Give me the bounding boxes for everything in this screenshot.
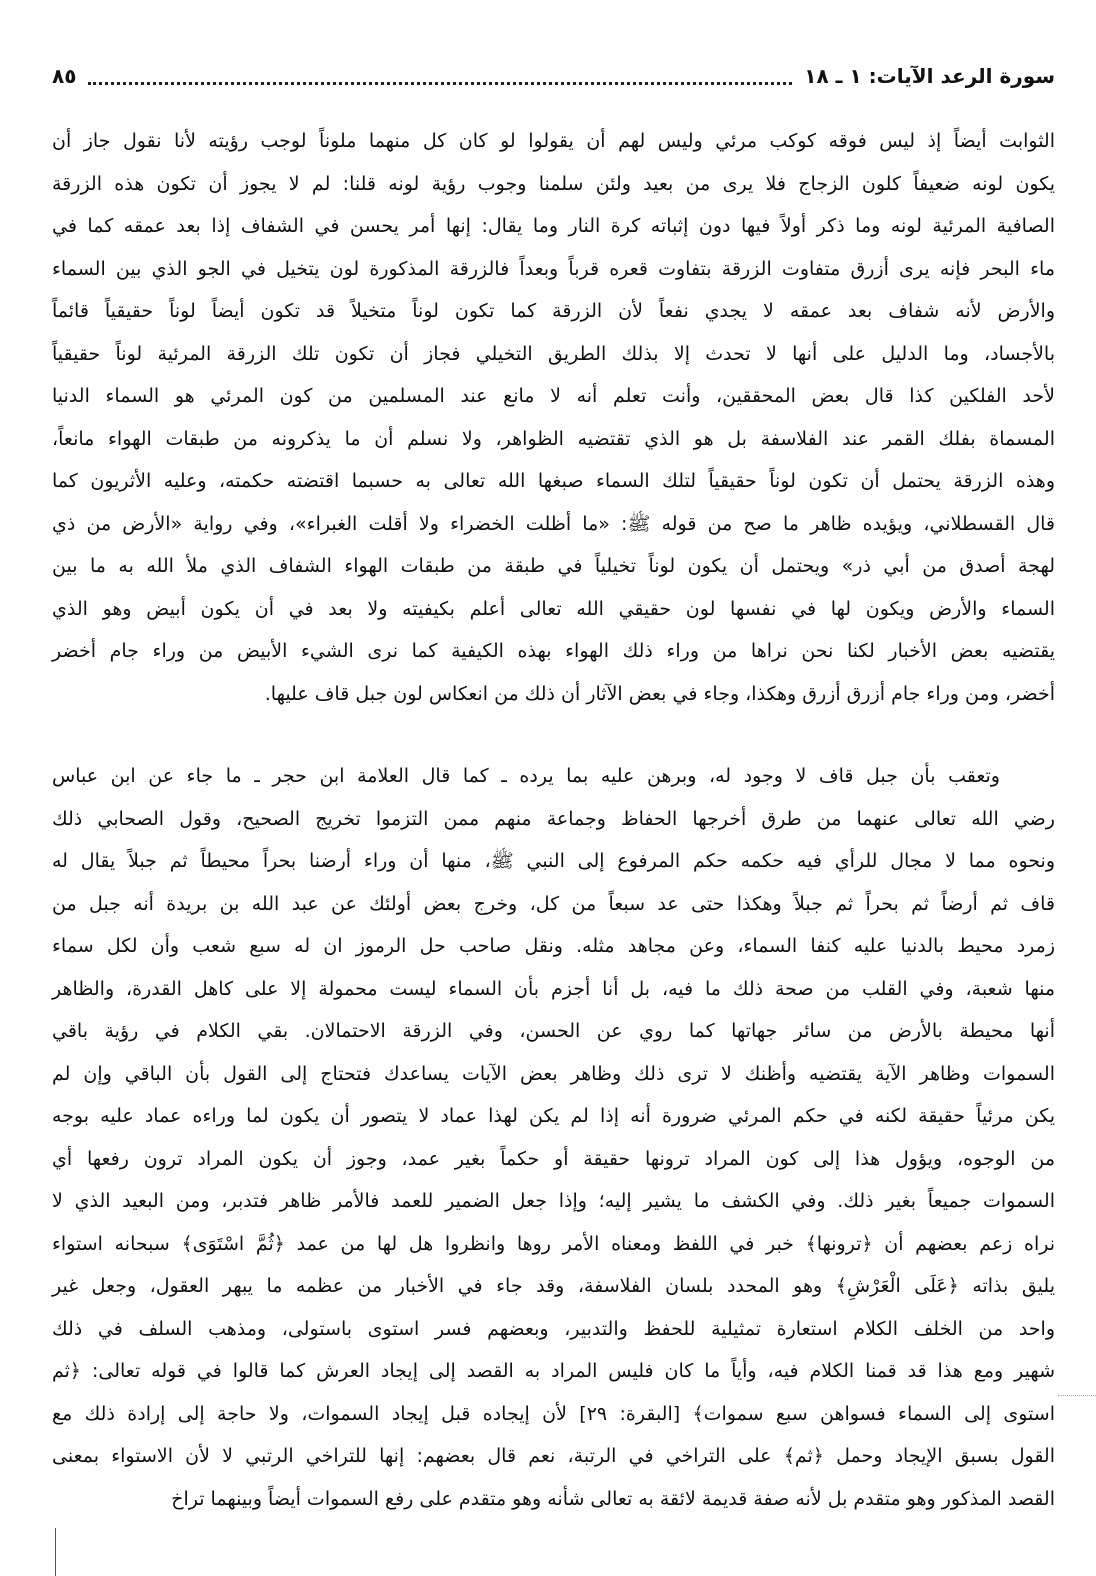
text-line: لهجة أصدق من أبي ذر» ويحتمل أن يكون لوناً تخيلياً في طبقة من طبقات الهواء الشفاف الذي ملأ الله به ما بين [52, 555, 1055, 577]
text-line: لأحد الفلكين كذا قال بعض المحققين، وأنت تعلم أنه لا مانع عند المسلمين من كون المرئي هو السماء الدنيا [52, 385, 1055, 407]
text-line: يكن مرئياً حقيقة لكنه في حكم المرئي ضرورة أنه إذا لم يكن لهذا عماد لا يتصور أن يكون لما وراءه عماد عليه بوجه [52, 1105, 1055, 1127]
paragraph-1 [52, 120, 1055, 715]
scan-artifact [1058, 1395, 1096, 1396]
text-line: الصافية المرئية لونه وما ذكر أولاً فيها دون إثباته كرة النار وما يقال: إنها أمر يحسن في الشفاف إذا بعد عمقه كما في [52, 215, 1055, 237]
text-line: قاف ثم أرضاً ثم بحراً ثم جبلاً وهكذا حتى عد سبعاً من كل، وخرج بعض أولئك عن عبد الله بن بريدة أنه جبل من [52, 892, 1055, 915]
dotted-leader [88, 68, 792, 85]
text-line: شهير ومع هذا قد قمنا الكلام فيه، وأياً ما كان فليس المراد به القصد إلى إيجاد العرش كما قالوا في قوله تعالى: ﴿ثم [52, 1360, 1055, 1382]
paragraph-2 [52, 755, 1055, 1520]
margin-mark [55, 1528, 56, 1576]
text-line: أنها محيطة بالأرض من سائر جهاتها كما روي عن الحسن، وفي الزرقة الاحتمالان. بقي الكلام في رؤية باقي [52, 1020, 1055, 1042]
text-line: ماء البحر فإنه يرى أزرق متفاوت الزرقة بتفاوت قعره قرباً وبعداً فالزرقة المذكورة لون يتخيل في الجو الذي بين السماء [52, 257, 1055, 280]
text-line: يكون لونه ضعيفاً كلون الزجاج فلا يرى من بعيد ولئن سلمنا وجوب رؤية لونه قلنا: لم لا يجوز أن تكون هذه الزرقة [52, 172, 1055, 195]
text-line: أخضر، ومن وراء جام أزرق أزرق وهكذا، وجاء في بعض الآثار أن ذلك من انعكاس لون جبل قاف عليها. [264, 682, 1055, 705]
text-line: بالأجساد، وما الدليل على أنها لا تحدث إلا بذلك الطريق التخيلي فجاز أن تكون تلك الزرقة المرئية لوناً حقيقياً [52, 342, 1055, 365]
text-line: القول بسبق الإيجاد وحمل ﴿ثم﴾ على التراخي في الرتبة، نعم قال بعضهم: إنها للتراخي الرتبي لا لأن الاستواء بمعنى [52, 1445, 1055, 1467]
text-line: نراه زعم بعضهم أن ﴿ترونها﴾ خبر في اللفظ ومعناه الأمر روها وانظروا هل لها من عمد ﴿ثُمَّ اسْتَوَى﴾ سبحانه استواء [52, 1232, 1055, 1255]
text-line: المسماة بفلك القمر عند الفلاسفة بل هو الذي تقتضيه الظواهر، ولا نسلم أن ما يذكرونه من طبقات الهواء مانعاً، [52, 427, 1055, 450]
text-line: السموات جميعاً بغير ذلك. وفي الكشف ما يشير إليه؛ وإذا جعل الضمير للعمد فالأمر ظاهر فتدبر، ومن البعيد الذي لا [52, 1190, 1055, 1212]
text-line: منها شعبة، وفي القلب من صحة ذلك ما فيه، بل أنا أجزم بأن السماء ليست محمولة إلا على كاهل القدرة، والظاهر [52, 977, 1055, 1000]
text-line: من الوجوه، ويؤول هذا إلى كون المراد ترونها حقيقة أو حكماً بغير عمد، وجوز أن يكون المراد ترون رفعها أي [52, 1147, 1055, 1170]
text-line: ونحوه مما لا مجال للرأي فيه حكمه حكم المرفوع إلى النبي ﷺ، منها أن وراء أرضنا بحراً محيطاً ثم جبلاً يقال له [52, 850, 1055, 872]
text-line: يقتضيه بعض الأخبار لكنا نحن نراها من وراء ذلك الهواء بهذه الكيفية كما نرى الشيء الأبيض من وراء جام أخضر [52, 640, 1055, 662]
text-line: والأرض لأنه شفاف بعد عمقه لا يجدي نفعاً لأن الزرقة كما تكون لوناً متخيلاً قد تكون أيضاً لوناً حقيقياً قائماً [52, 300, 1055, 322]
text-line: زمرد محيط بالدنيا عليه كنفا السماء، وعن مجاهد مثله. ونقل صاحب حل الرموز ان له سبع شعب وأن لكل سماء [52, 935, 1055, 957]
text-line: استوى إلى السماء فسواهن سبع سموات﴾ [البقرة: ٢٩] لأن إيجاده قبل إيجاد السموات، ولا حاجة إلى إرادة ذلك مع [52, 1402, 1055, 1425]
text-line: وهذه الزرقة يحتمل أن تكون لوناً حقيقياً لتلك السماء صبغها الله تعالى به حسبما اقتضته حكمته، وعليه الأثريون كما [52, 470, 1055, 492]
text-line: قال القسطلاني، ويؤيده ظاهر ما صح من قوله ﷺ: «ما أظلت الخضراء ولا أقلت الغبراء»، وفي رواية «الأرض من ذي [52, 512, 1055, 535]
text-line: القصد المذكور وهو متقدم بل لأنه صفة قديمة لائقة به تعالى شأنه وهو متقدم على رفع السموات أيضاً وبينهما تراخ [171, 1487, 1055, 1510]
text-line: واحد من الخلف الكلام استعارة تمثيلية للحفظ والتدبير، وبعضهم فسر استوى باستولى، ومذهب السلف في ذلك [52, 1317, 1055, 1340]
text-line: الثوابت أيضاً إذ ليس فوقه كوكب مرئي وليس لهم أن يقولوا لو كان كل منهما ملوناً لوجب رؤيته لأنا نقول جاز أن [52, 130, 1055, 152]
page-number: ٨٥ [52, 64, 77, 88]
running-header [52, 58, 1055, 94]
text-line: السماء والأرض ويكون لها في نفسها لون حقيقي الله تعالى أعلم بكيفيته ولا بعد في أن يكون أبيض وهو الذي [52, 597, 1055, 620]
text-line: يليق بذاته ﴿عَلَى الْعَرْشِ﴾ وهو المحدد بلسان الفلاسفة، وقد جاء في الأخبار من عظمه ما يبهر العقول، وجعل غير [52, 1275, 1055, 1297]
text-line: رضي الله تعالى عنهما من طرق أخرجها الحفاظ وجماعة منهم ممن التزموا تخريج الصحيح، وقول الصحابي ذلك [52, 807, 1055, 830]
text-line: السموات وظاهر الآية يقتضيه وأظنك لا ترى ذلك وظاهر بعض الآيات يساعدك فتحتاج إلى القول بأن الباقي وإن لم [52, 1062, 1055, 1085]
header-title: سورة الرعد الآيات: ١ ـ ١٨ [804, 64, 1055, 88]
text-line: وتعقب بأن جبل قاف لا وجود له، وبرهن عليه بما يرده ـ كما قال العلامة ابن حجر ـ ما جاء عن ابن عباس [52, 765, 1000, 787]
